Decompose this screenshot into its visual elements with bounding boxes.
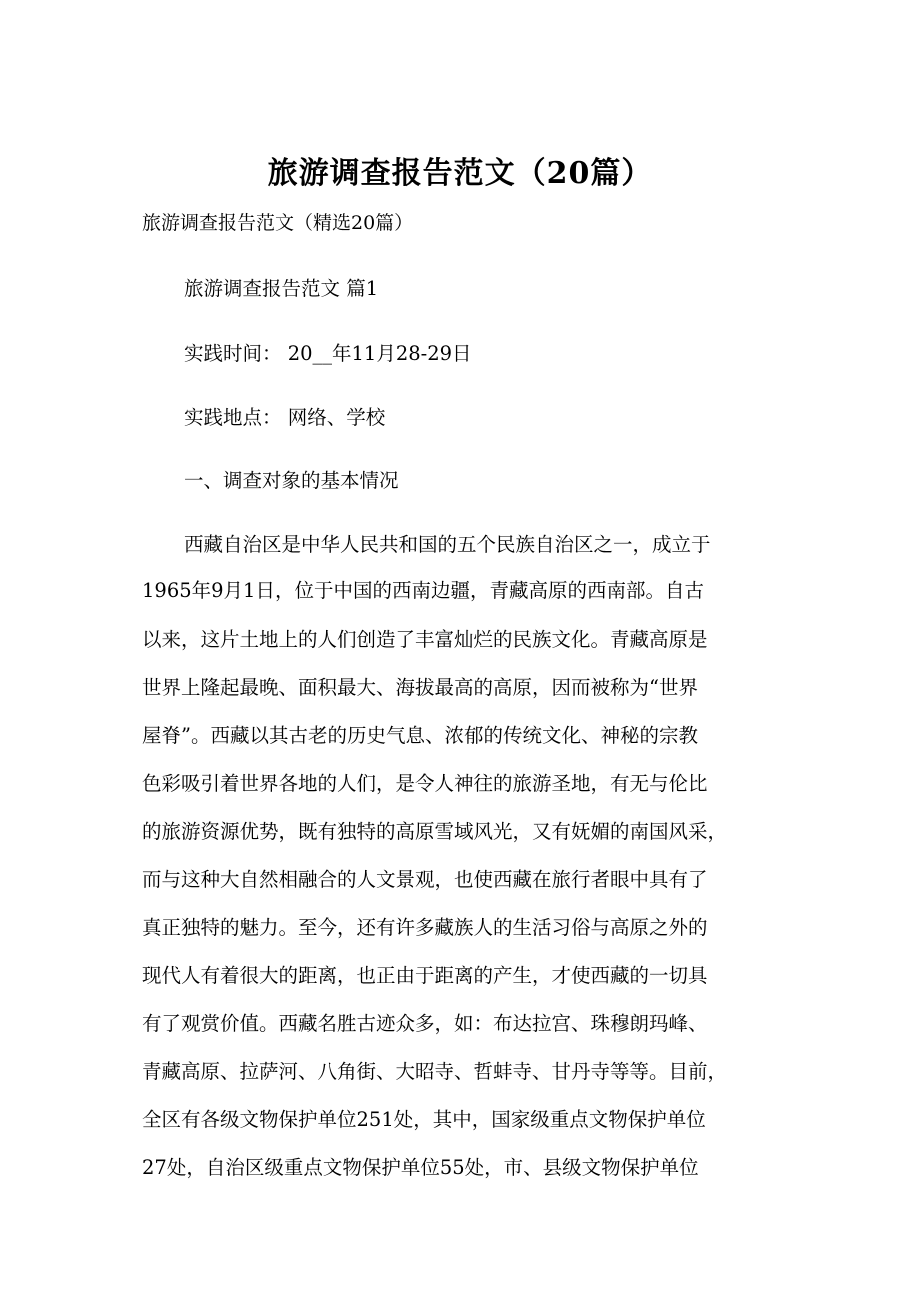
body-line: 青藏高原、拉萨河、八角街、大昭寺、哲蚌寺、甘丹寺等等。目前， <box>142 1060 728 1083</box>
section-heading: 旅游调查报告范文 篇1 <box>184 277 379 300</box>
practice-place: 实践地点： 网络、学校 <box>184 406 386 429</box>
body-line: 屋脊”。西藏以其古老的历史气息、浓郁的传统文化、神秘的宗教 <box>142 724 698 747</box>
heading-basic-situation: 一、调查对象的基本情况 <box>184 469 399 492</box>
body-line: 现代人有着很大的距离，也正由于距离的产生，才使西藏的一切具 <box>142 964 708 987</box>
body-line: 的旅游资源优势，既有独特的高原雪域风光，又有妩媚的南国风采， <box>142 820 728 843</box>
body-line: 以来，这片土地上的人们创造了丰富灿烂的民族文化。青藏高原是 <box>142 628 708 651</box>
body-line: 世界上隆起最晚、面积最大、海拔最高的高原，因而被称为“世界 <box>142 676 698 699</box>
practice-time: 实践时间： 20__年11月28-29日 <box>184 342 472 365</box>
document-title: 旅游调查报告范文（20篇） <box>267 156 653 191</box>
document-subtitle: 旅游调查报告范文（精选20篇） <box>142 212 414 234</box>
body-line: 有了观赏价值。西藏名胜古迹众多，如：布达拉宫、珠穆朗玛峰、 <box>142 1012 708 1035</box>
body-line: 1965年9月1日，位于中国的西南边疆，青藏高原的西南部。自古 <box>142 579 704 602</box>
body-line: 全区有各级文物保护单位251处，其中，国家级重点文物保护单位 <box>142 1108 706 1131</box>
body-line: 色彩吸引着世界各地的人们，是令人神往的旅游圣地，有无与伦比 <box>142 772 708 795</box>
body-line: 而与这种大自然相融合的人文景观，也使西藏在旅行者眼中具有了 <box>142 868 708 891</box>
body-line: 西藏自治区是中华人民共和国的五个民族自治区之一，成立于 <box>184 533 711 556</box>
body-line: 真正独特的魅力。至今，还有许多藏族人的生活习俗与高原之外的 <box>142 916 708 939</box>
body-line: 27处，自治区级重点文物保护单位55处，市、县级文物保护单位 <box>142 1156 699 1179</box>
